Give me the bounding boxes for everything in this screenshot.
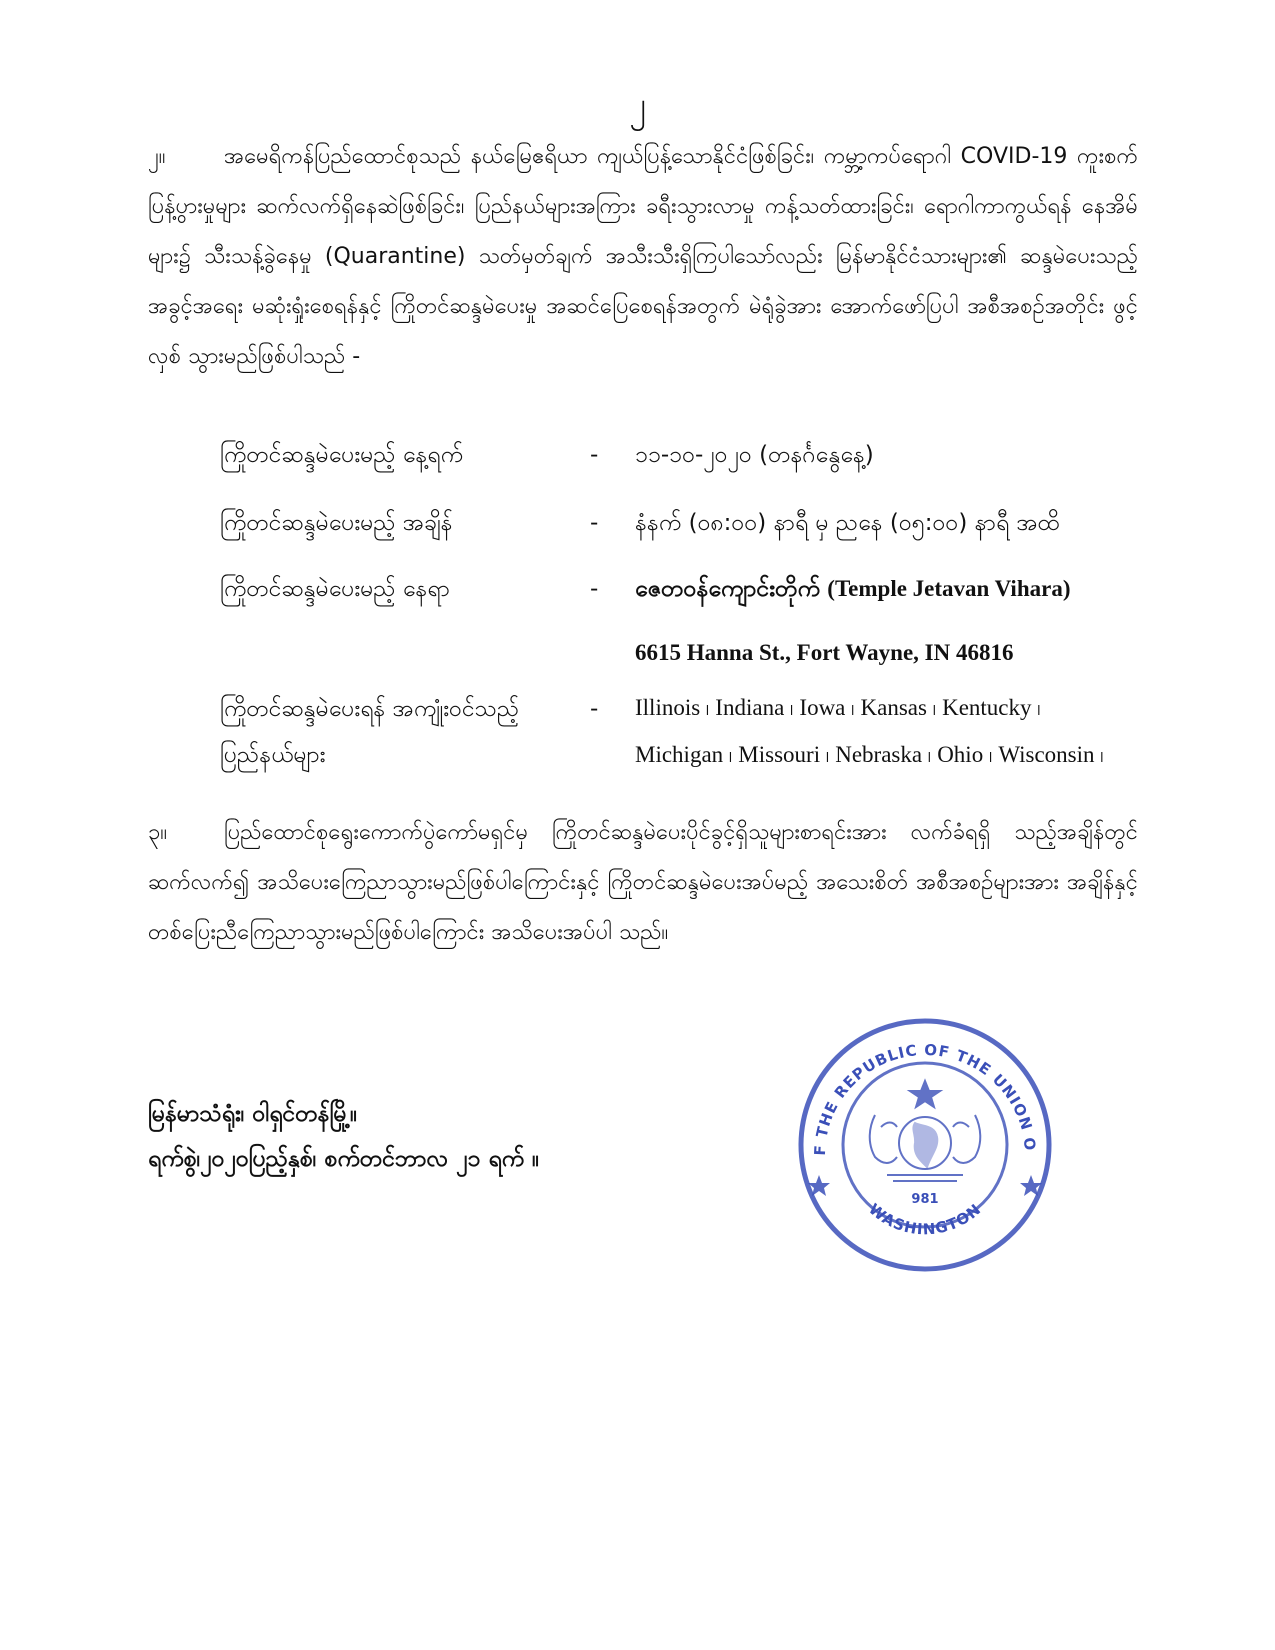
seal-text-top: F THE REPUBLIC OF THE UNION O (810, 1040, 1040, 1156)
paragraph-text: အမေရိကန်ပြည်ထောင်စုသည် နယ်မြေဧရိယာ ကျယ်ပြန့်သောနိုင်ငံဖြစ်ခြင်း၊ ကမ္ဘာ့ကပ်ရောဂါ COVID-19 ကူးစက်ပြန့်ပွားမှုများ ဆက်လက်ရှိနေဆဲဖြစ်ခြင်း၊ ပြည်နယ်များအကြား ခရီးသွားလာမှု ကန့်သတ်ထားခြင်း၊ ရောဂါကာကွယ်ရန် နေအိမ်များ၌ သီးသန့်ခွဲနေမှု (Quarantine) သတ်မှတ်ချက် အသီးသီးရှိကြပါသော်လည်း မြန်မာနိုင်ငံသားများ၏ ဆန္ဒမဲပေးသည့် အခွင့်အရေး မဆုံးရှုံးစေရန်နှင့် ကြိုတင်ဆန္ဒမဲပေးမှု အဆင်ပြေစေရန်အတွက် မဲရုံခွဲအား အောက်ဖော်ပြပါ အစီအစဉ်အတိုင်း ဖွင့်လှစ် သွားမည်ဖြစ်ပါသည် - (148, 144, 1139, 369)
states-line1: Illinois ၊ Indiana ၊ Iowa ၊ Kansas ၊ Kentucky ၊ (635, 695, 1041, 720)
seal-code: 981 (911, 1192, 939, 1207)
states-label-line2: ပြည်နယ်များ (220, 742, 326, 768)
paragraph-number: ၃။ (148, 820, 168, 845)
states-label-line1: ကြိုတင်ဆန္ဒမဲပေးရန် အကျုံးဝင်သည့် (220, 696, 520, 722)
paragraph-3 (148, 808, 1138, 958)
paragraph-number: ၂။ (148, 144, 166, 169)
schedule-time-label: ကြိုတင်ဆန္ဒမဲပေးမည့် အချိန် (220, 510, 453, 536)
schedule-date-dash: - (590, 442, 599, 468)
seal-text-bottom: WASHINGTON (865, 1199, 985, 1239)
schedule-place-dash: - (590, 576, 599, 602)
signature-line2: ရက်စွဲ၊၂၀၂၀ပြည့်နှစ်၊ စက်တင်ဘာလ ၂၁ ရက် ။ (148, 1146, 540, 1172)
paragraph-2 (148, 132, 1138, 382)
place-address: 6615 Hanna St., Fort Wayne, IN 46816 (635, 640, 1014, 665)
schedule-date-label: ကြိုတင်ဆန္ဒမဲပေးမည့် နေ့ရက် (220, 442, 464, 468)
paragraph-text: ပြည်ထောင်စုရွေးကောက်ပွဲကော်မရှင်မှ ကြိုတင်ဆန္ဒမဲပေးပိုင်ခွင့်ရှိသူများစာရင်းအား လက်ခံရရှိ သည့်အချိန်တွင် ဆက်လက်၍ အသိပေးကြေညာသွားမည်ဖြစ်ပါကြောင်းနှင့် ကြိုတင်ဆန္ဒမဲပေးအပ်မည့် အသေးစိတ် အစီအစဉ်များအား အချိန်နှင့် တစ်ပြေးညီကြေညာသွားမည်ဖြစ်ပါကြောင်း အသိပေးအပ်ပါ သည်။ (148, 820, 1138, 945)
place-name-english: (Temple Jetavan Vihara) (827, 576, 1071, 601)
schedule-place-value (635, 566, 1155, 612)
states-line2: Michigan ၊ Missouri ၊ Nebraska ၊ Ohio ၊ Wisconsin ၊ (635, 742, 1104, 767)
embassy-seal (795, 1015, 1055, 1275)
signature-line1: မြန်မာသံရုံး၊ ဝါရှင်တန်မြို့။ (148, 1101, 358, 1127)
page-number: ၂ (629, 85, 646, 125)
schedule-states-label (220, 686, 600, 778)
schedule-place-label: ကြိုတင်ဆန္ဒမဲပေးမည့် နေရာ (220, 576, 450, 602)
schedule-time-value: နံနက် (၀၈:၀၀) နာရီ မှ ညနေ (၀၅:၀၀) နာရီ အထိ (635, 510, 1060, 536)
embassy-seal-graphic (795, 1015, 1055, 1275)
state-emblem-icon (870, 1081, 981, 1181)
schedule-time-dash: - (590, 510, 599, 536)
schedule-date-value: ၁၁-၁၀-၂၀၂၀ (တနင်္ဂနွေနေ့) (635, 442, 874, 468)
place-name-burmese: ဇေတဝန်ကျောင်းတိုက် (635, 576, 820, 602)
schedule-states-dash: - (590, 696, 599, 722)
